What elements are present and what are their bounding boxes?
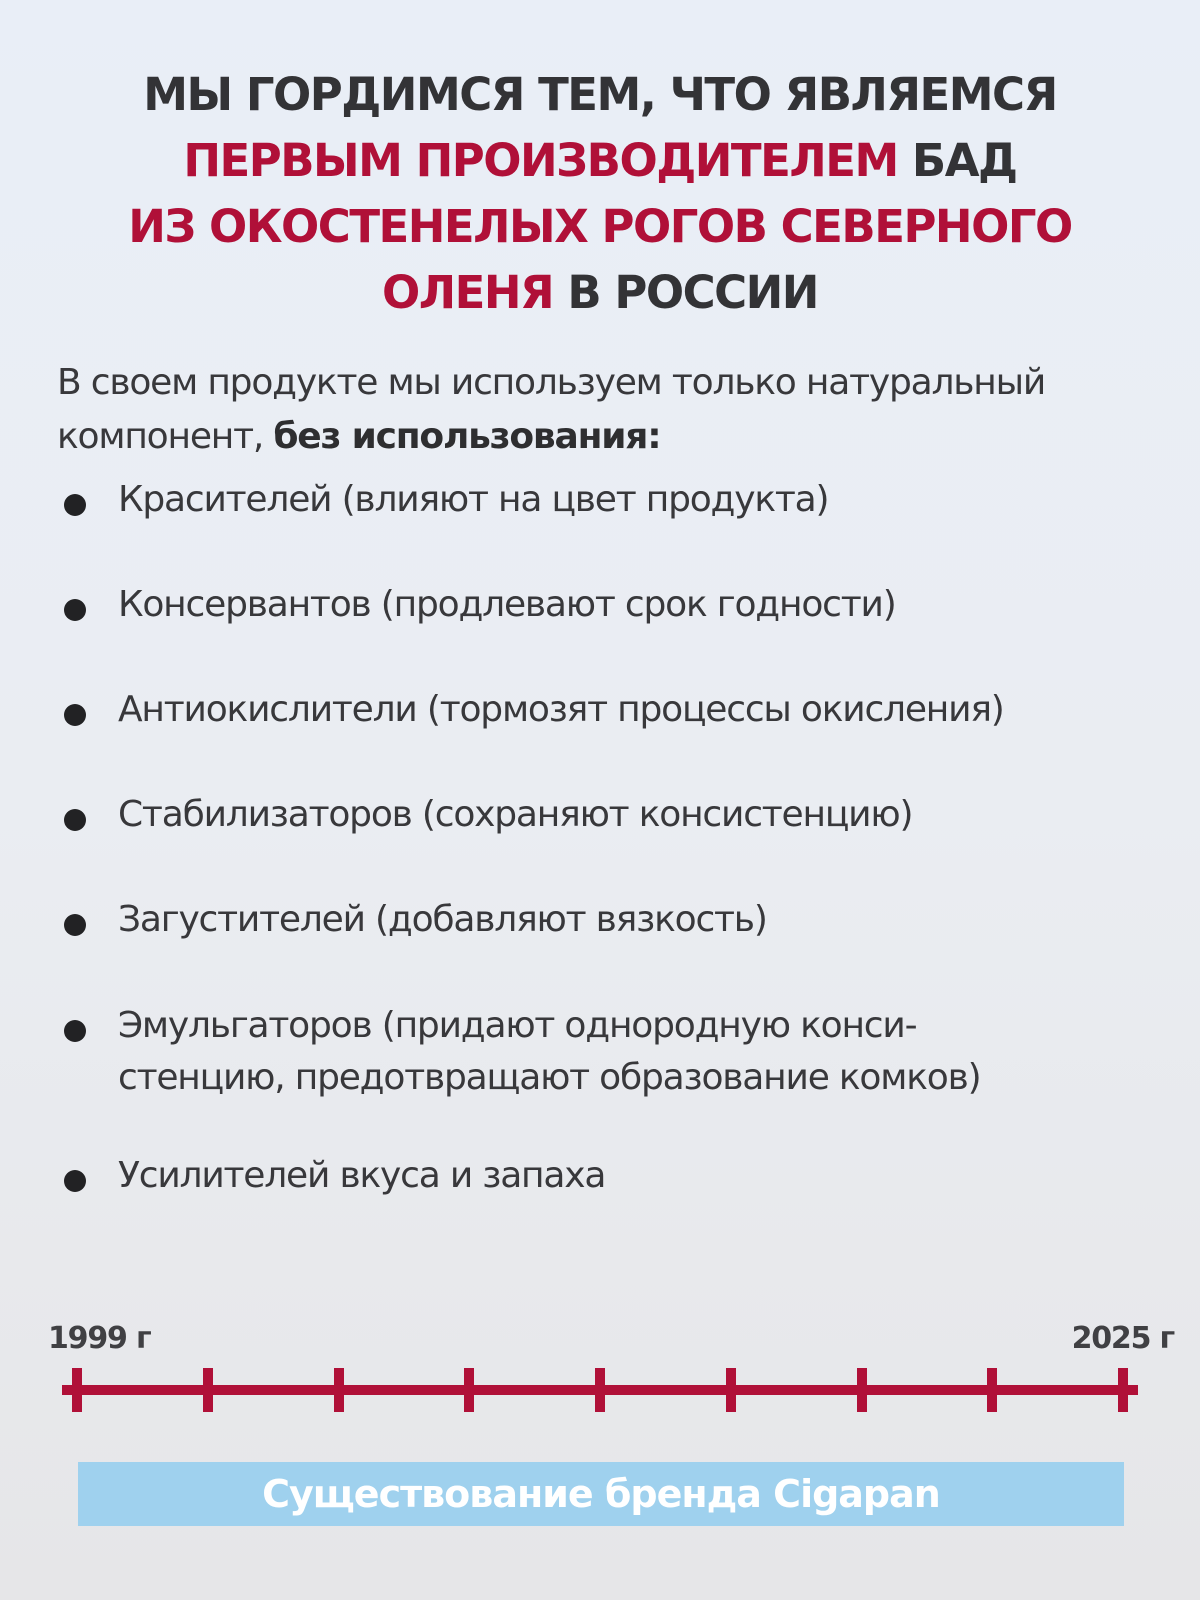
list-item-text: Стабилизаторов (сохраняют консистенцию) [118,794,913,835]
headline [60,62,1140,326]
headline-text-bad: БАД [897,134,1017,187]
intro-paragraph [57,356,1157,464]
bullet-dot [64,494,86,516]
list-item-text: Консервантов (продлевают срок годности) [118,584,896,625]
brand-existence-label: Существование бренда Cigapan [262,1472,940,1516]
timeline-tick [857,1368,867,1412]
headline-line-3: ИЗ ОКОСТЕНЕЛЫХ РОГОВ СЕВЕРНОГО [128,200,1072,253]
timeline [62,1368,1138,1412]
headline-line-2 [60,128,1140,194]
timeline-tick [203,1368,213,1412]
bullet-dot [64,1020,86,1042]
timeline-tick [595,1368,605,1412]
headline-accent-first-producer: ПЕРВЫМ ПРОИЗВОДИТЕЛЕМ [183,134,898,187]
list-item-text: Загустителей (добавляют вязкость) [118,899,767,940]
headline-line-1: МЫ ГОРДИМСЯ ТЕМ, ЧТО ЯВЛЯЕМСЯ [143,68,1057,121]
timeline-tick [987,1368,997,1412]
headline-accent-deer: ОЛЕНЯ [382,266,554,319]
bullet-dot [64,599,86,621]
bullet-dot [64,914,86,936]
list-item-text: Антиокислители (тормозят процессы окисления) [118,689,1004,730]
timeline-tick [726,1368,736,1412]
headline-line-4 [60,260,1140,326]
list-item-text: Эмульгаторов (придают однородную конси- стенцию, предотвращают образование комков) [118,1005,981,1098]
bullet-dot [64,1170,86,1192]
headline-text-russia: В РОССИИ [553,266,818,319]
timeline-tick [334,1368,344,1412]
timeline-end-year: 2025 г [1071,1321,1174,1356]
timeline-tick [72,1368,82,1412]
timeline-start-year: 1999 г [48,1321,151,1356]
bullet-dot [64,704,86,726]
timeline-tick [464,1368,474,1412]
intro-line-2 [57,410,1157,464]
intro-line-1: В своем продукте мы используем только натуральный [57,362,1046,403]
intro-bold-without: без использования: [273,416,661,457]
bullet-dot [64,809,86,831]
intro-text-component: компонент, [57,416,274,457]
timeline-tick [1118,1368,1128,1412]
brand-existence-bar [78,1462,1124,1526]
list-item-text: Красителей (влияют на цвет продукта) [118,479,829,520]
list-item-text: Усилителей вкуса и запаха [118,1155,606,1196]
